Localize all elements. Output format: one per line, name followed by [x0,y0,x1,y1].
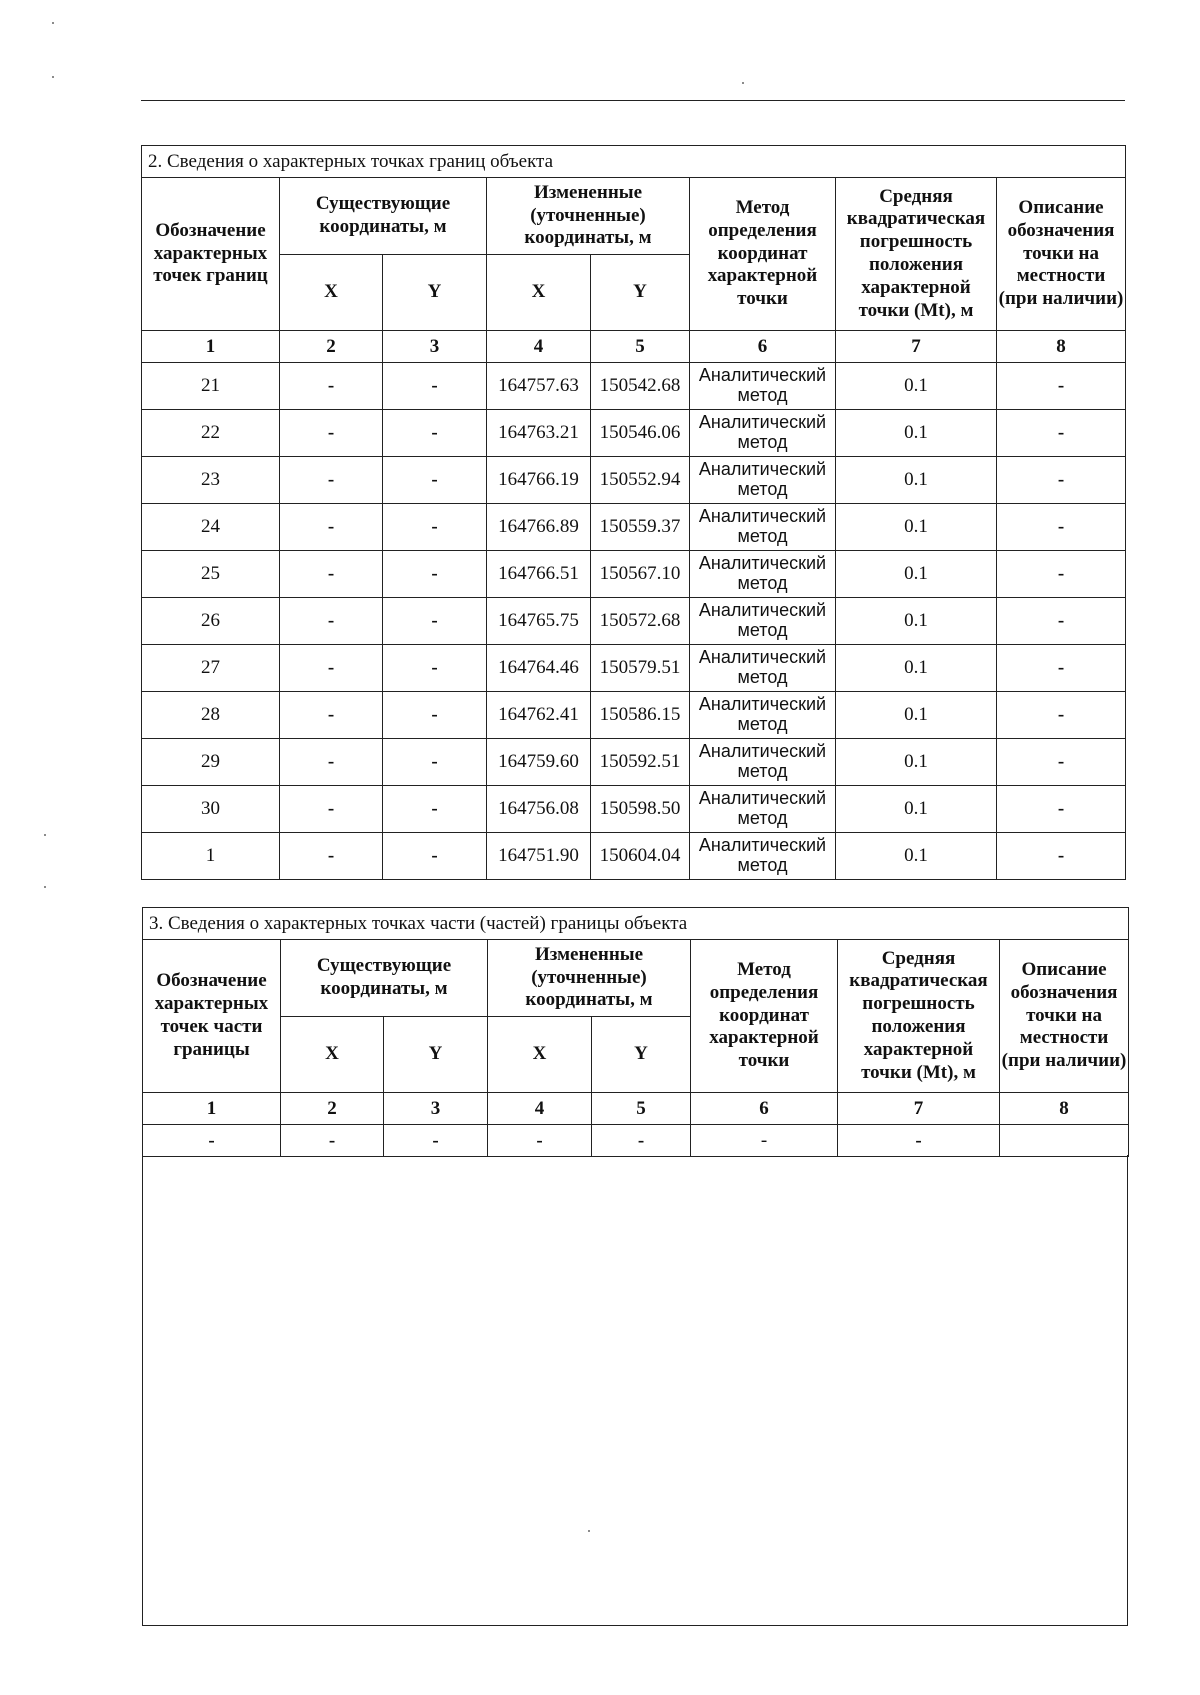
existing-x-cell: - [280,645,383,692]
column-number: 5 [592,1093,691,1125]
existing-x-cell: - [280,551,383,598]
existing-x-cell: - [280,833,383,880]
error-cell: 0.1 [836,504,997,551]
changed-x-cell: 164763.21 [487,410,591,457]
changed-y-cell: 150552.94 [591,457,690,504]
header-existing-coords: Существующие координаты, м [281,940,488,1017]
header-changed-x: X [488,1017,592,1093]
method-cell: Аналитический метод [690,739,836,786]
changed-x-cell: 164756.08 [487,786,591,833]
header-existing-y: Y [384,1017,488,1093]
error-cell: 0.1 [836,598,997,645]
changed-y-cell: 150598.50 [591,786,690,833]
description-cell: - [997,410,1126,457]
description-cell: - [997,363,1126,410]
point-id-cell: 22 [142,410,280,457]
changed-y-cell: 150604.04 [591,833,690,880]
description-cell: - [997,833,1126,880]
point-id-cell: 30 [142,786,280,833]
changed-x-cell: 164757.63 [487,363,591,410]
error-cell: 0.1 [836,551,997,598]
description-cell: - [997,457,1126,504]
point-id-cell: 25 [142,551,280,598]
column-number: 5 [591,331,690,363]
changed-x-cell: 164766.51 [487,551,591,598]
section-title: 3. Сведения о характерных точках части (частей) границы объекта [143,908,1129,940]
method-cell: Аналитический метод [690,786,836,833]
changed-x-cell: 164762.41 [487,692,591,739]
column-number: 6 [690,331,836,363]
column-number: 2 [280,331,383,363]
table-row [142,410,1126,457]
scan-speck [44,886,46,888]
point-id-cell: 1 [142,833,280,880]
point-id-cell: 28 [142,692,280,739]
changed-y-cell: 150559.37 [591,504,690,551]
scan-speck [52,22,54,24]
existing-y-cell: - [383,504,487,551]
description-cell: - [997,504,1126,551]
column-number: 4 [487,331,591,363]
point-id-cell: 29 [142,739,280,786]
method-cell: Аналитический метод [690,598,836,645]
changed-y-cell: 150586.15 [591,692,690,739]
column-number: 6 [691,1093,838,1125]
table-row [142,363,1126,410]
changed-x-cell: - [488,1125,592,1157]
header-changed-coords: Измененные (уточненные) координаты, м [487,178,690,255]
error-cell: 0.1 [836,739,997,786]
changed-y-cell: 150572.68 [591,598,690,645]
point-id-cell: 26 [142,598,280,645]
column-number: 8 [1000,1093,1129,1125]
error-cell: 0.1 [836,833,997,880]
top-rule [141,100,1125,101]
header-existing-y: Y [383,255,487,331]
point-id-cell: 24 [142,504,280,551]
existing-y-cell: - [383,363,487,410]
method-cell: - [691,1125,838,1157]
column-number: 1 [143,1093,281,1125]
method-cell: Аналитический метод [690,504,836,551]
header-changed-coords: Измененные (уточненные) координаты, м [488,940,691,1017]
header-changed-y: Y [592,1017,691,1093]
column-number: 8 [997,331,1126,363]
boundary-points-table [141,145,1126,880]
column-number: 3 [383,331,487,363]
description-cell: - [997,551,1126,598]
table-row [142,786,1126,833]
scan-speck [44,834,46,836]
header-error: Средняя квадратическая погрешность положения характерной точки (Mt), м [838,940,1000,1093]
changed-y-cell: - [592,1125,691,1157]
method-cell: Аналитический метод [690,833,836,880]
existing-y-cell: - [383,410,487,457]
method-cell: Аналитический метод [690,645,836,692]
method-cell: Аналитический метод [690,410,836,457]
header-method: Метод определения координат характерной точки [690,178,836,331]
description-cell: - [997,786,1126,833]
method-cell: Аналитический метод [690,457,836,504]
existing-x-cell: - [280,410,383,457]
existing-y-cell: - [383,786,487,833]
header-description: Описание обозначения точки на местности (при наличии) [997,178,1126,331]
header-existing-x: X [280,255,383,331]
changed-y-cell: 150542.68 [591,363,690,410]
scan-speck [52,76,54,78]
table-row [142,504,1126,551]
changed-x-cell: 164764.46 [487,645,591,692]
description-cell: - [997,645,1126,692]
header-designation: Обозначение характерных точек границ [142,178,280,331]
description-cell [1000,1125,1129,1157]
existing-x-cell: - [280,692,383,739]
existing-y-cell: - [383,551,487,598]
existing-x-cell: - [281,1125,384,1157]
existing-x-cell: - [280,739,383,786]
point-id-cell: 27 [142,645,280,692]
error-cell: 0.1 [836,410,997,457]
error-cell: 0.1 [836,457,997,504]
scan-speck [588,1530,590,1532]
error-cell: 0.1 [836,692,997,739]
header-designation: Обозначение характерных точек части границы [143,940,281,1093]
method-cell: Аналитический метод [690,363,836,410]
error-cell: - [838,1125,1000,1157]
description-cell: - [997,739,1126,786]
column-number: 7 [836,331,997,363]
table-row [142,598,1126,645]
error-cell: 0.1 [836,363,997,410]
changed-y-cell: 150579.51 [591,645,690,692]
table-row [142,457,1126,504]
changed-y-cell: 150567.10 [591,551,690,598]
column-number: 3 [384,1093,488,1125]
existing-y-cell: - [383,457,487,504]
column-number: 1 [142,331,280,363]
column-number: 2 [281,1093,384,1125]
column-number: 4 [488,1093,592,1125]
method-cell: Аналитический метод [690,551,836,598]
header-existing-x: X [281,1017,384,1093]
changed-x-cell: 164765.75 [487,598,591,645]
changed-x-cell: 164759.60 [487,739,591,786]
changed-x-cell: 164766.89 [487,504,591,551]
header-description: Описание обозначения точки на местности (при наличии) [1000,940,1129,1093]
error-cell: 0.1 [836,786,997,833]
existing-x-cell: - [280,504,383,551]
table-row [142,739,1126,786]
existing-y-cell: - [383,739,487,786]
point-id-cell: 23 [142,457,280,504]
changed-y-cell: 150546.06 [591,410,690,457]
changed-x-cell: 164751.90 [487,833,591,880]
existing-x-cell: - [280,363,383,410]
section-title: 2. Сведения о характерных точках границ объекта [142,146,1126,178]
existing-y-cell: - [383,692,487,739]
table-row [142,551,1126,598]
existing-y-cell: - [383,645,487,692]
changed-y-cell: 150592.51 [591,739,690,786]
existing-x-cell: - [280,786,383,833]
description-cell: - [997,598,1126,645]
changed-x-cell: 164766.19 [487,457,591,504]
existing-x-cell: - [280,457,383,504]
table-row [143,1125,1129,1157]
method-cell: Аналитический метод [690,692,836,739]
error-cell: 0.1 [836,645,997,692]
header-error: Средняя квадратическая погрешность положения характерной точки (Mt), м [836,178,997,331]
existing-y-cell: - [383,598,487,645]
table-row [142,645,1126,692]
scan-speck [742,82,744,84]
header-method: Метод определения координат характерной точки [691,940,838,1093]
existing-y-cell: - [384,1125,488,1157]
description-cell: - [997,692,1126,739]
boundary-part-points-table [142,907,1129,1157]
table-row [142,692,1126,739]
column-number: 7 [838,1093,1000,1125]
existing-y-cell: - [383,833,487,880]
table-row [142,833,1126,880]
point-id-cell: - [143,1125,281,1157]
header-existing-coords: Существующие координаты, м [280,178,487,255]
header-changed-y: Y [591,255,690,331]
existing-x-cell: - [280,598,383,645]
header-changed-x: X [487,255,591,331]
empty-area [142,1155,1128,1626]
point-id-cell: 21 [142,363,280,410]
